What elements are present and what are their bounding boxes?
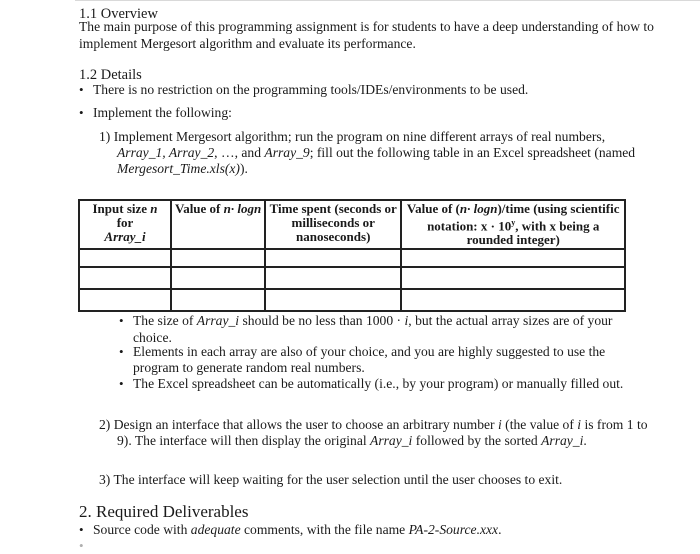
details-bullet-2-text: Implement the following: bbox=[93, 105, 232, 120]
header-time-spent: Time spent (seconds or milliseconds or nanoseconds) bbox=[265, 200, 401, 249]
table-cell[interactable] bbox=[171, 289, 265, 311]
bullet-icon: • bbox=[119, 344, 124, 359]
array-range-start: Array_1, Array_2 bbox=[117, 145, 215, 160]
section-1-1-title: 1.1 Overview bbox=[79, 6, 158, 22]
deliverable-adequate: adequate bbox=[190, 522, 241, 537]
table-header-row bbox=[79, 200, 625, 249]
item-2-i: i bbox=[498, 417, 502, 432]
item-2-line-1 bbox=[99, 417, 648, 433]
bullet-icon: • bbox=[79, 105, 84, 120]
header-ratio-text-2: )/time (using scientific notation: x · 10 bbox=[427, 201, 620, 234]
bullet-icon: • bbox=[79, 82, 84, 97]
table-cell[interactable] bbox=[265, 267, 401, 289]
item-3-line-1: 3) The interface will keep waiting for the user selection until the user chooses to exit. bbox=[99, 472, 563, 487]
item-2-text-b: (the value of bbox=[501, 417, 578, 432]
item-2-line-2 bbox=[117, 433, 587, 449]
deliverable-filename: PA-2-Source.xxx bbox=[408, 522, 499, 537]
table-cell[interactable] bbox=[265, 289, 401, 311]
item-1-line-1: 1) Implement Mergesort algorithm; run the program on nine different arrays of real numbers, bbox=[99, 129, 606, 144]
top-divider bbox=[75, 0, 700, 1]
note-3-text: The Excel spreadsheet can be automatically (i.e., by your program) or manually filled out. bbox=[133, 376, 624, 391]
spreadsheet-filename: Mergesort_Time.xls(x) bbox=[117, 161, 240, 176]
deliverable-text-b: comments, with the file name bbox=[240, 522, 409, 537]
header-ratio-exponent: y bbox=[511, 218, 516, 227]
header-nlogn-text: Value of bbox=[175, 201, 224, 216]
item-2-text-d: 9). The interface will then display the original bbox=[117, 433, 371, 448]
note-1-text-c: , but the actual array sizes are of your bbox=[408, 313, 613, 328]
table-cell[interactable] bbox=[401, 289, 625, 311]
item-2-text-c: is from 1 to bbox=[581, 417, 648, 432]
note-1-text-b: should be no less than 1000 · bbox=[239, 313, 405, 328]
header-input-size-text: Input size bbox=[92, 201, 151, 216]
overview-line-2: implement Mergesort algorithm and evaluate its performance. bbox=[79, 36, 416, 51]
item-1-line-3 bbox=[117, 161, 248, 177]
item-1-line-2 bbox=[117, 145, 635, 161]
overview-line-1: The main purpose of this programming assignment is for students to have a deep understanding of how to bbox=[79, 19, 654, 34]
table-cell[interactable] bbox=[79, 249, 171, 267]
details-bullet-1-text: There is no restriction on the programming tools/IDEs/environments to be used. bbox=[93, 82, 529, 97]
table-cell[interactable] bbox=[265, 249, 401, 267]
header-ratio-text-3: , with x being a rounded integer) bbox=[466, 218, 600, 248]
item-2-text-a: 2) Design an interface that allows the user to choose an arbitrary number bbox=[99, 417, 498, 432]
bullet-icon: • bbox=[79, 522, 84, 537]
item-1-line-2-rest: ; fill out the following table in an Excel spreadsheet (named bbox=[309, 145, 636, 160]
section-2-title: 2. Required Deliverables bbox=[79, 502, 249, 521]
table-row bbox=[79, 267, 625, 289]
header-array-i: Array_i bbox=[104, 229, 146, 244]
header-ratio bbox=[401, 200, 625, 249]
details-bullet-1 bbox=[79, 82, 528, 98]
array-range-end: Array_9 bbox=[264, 145, 310, 160]
item-2-text-e: followed by the sorted bbox=[412, 433, 542, 448]
details-bullet-2 bbox=[79, 105, 232, 121]
deliverable-text-a: Source code with bbox=[93, 522, 191, 537]
cutoff-next-line: • bbox=[79, 538, 84, 553]
note-1-text-a: The size of bbox=[133, 313, 197, 328]
item-2-i-2: i bbox=[577, 417, 582, 432]
section-1-2-title: 1.2 Details bbox=[79, 67, 142, 83]
table-cell[interactable] bbox=[79, 289, 171, 311]
note-1-line-2: choice. bbox=[133, 330, 172, 345]
table-cell[interactable] bbox=[79, 267, 171, 289]
note-2-line-2: program to generate random real numbers. bbox=[133, 360, 365, 375]
table-cell[interactable] bbox=[401, 267, 625, 289]
header-n: n bbox=[150, 201, 158, 216]
table-row bbox=[79, 249, 625, 267]
note-2-line-1 bbox=[119, 344, 605, 360]
note-1-i: i bbox=[404, 313, 409, 328]
header-input-size bbox=[79, 200, 171, 249]
header-nlogn-formula: n· logn bbox=[223, 201, 262, 216]
note-1-line-1 bbox=[119, 313, 612, 329]
header-nlogn bbox=[171, 200, 265, 249]
item-2-array-original: Array_i bbox=[370, 433, 413, 448]
header-ratio-text: Value of ( bbox=[406, 201, 460, 216]
table-row bbox=[79, 289, 625, 311]
deliverable-text-c: . bbox=[498, 522, 502, 537]
item-1-line-3-end: ). bbox=[239, 161, 248, 176]
item-1-connector: , …, and bbox=[214, 145, 265, 160]
note-1-array-i: Array_i bbox=[196, 313, 240, 328]
bullet-icon: • bbox=[119, 313, 124, 328]
item-2-array-sorted: Array_i bbox=[541, 433, 584, 448]
note-3 bbox=[119, 376, 623, 392]
results-table bbox=[78, 199, 626, 312]
header-ratio-formula: n· logn bbox=[459, 201, 498, 216]
item-2-text-f: . bbox=[583, 433, 587, 448]
table-cell[interactable] bbox=[401, 249, 625, 267]
bullet-icon: • bbox=[119, 376, 124, 391]
deliverables-bullet-1 bbox=[79, 522, 501, 538]
table-cell[interactable] bbox=[171, 249, 265, 267]
table-cell[interactable] bbox=[171, 267, 265, 289]
header-for: for bbox=[116, 215, 134, 230]
note-2-text: Elements in each array are also of your choice, and you are highly suggested to use the bbox=[133, 344, 606, 359]
